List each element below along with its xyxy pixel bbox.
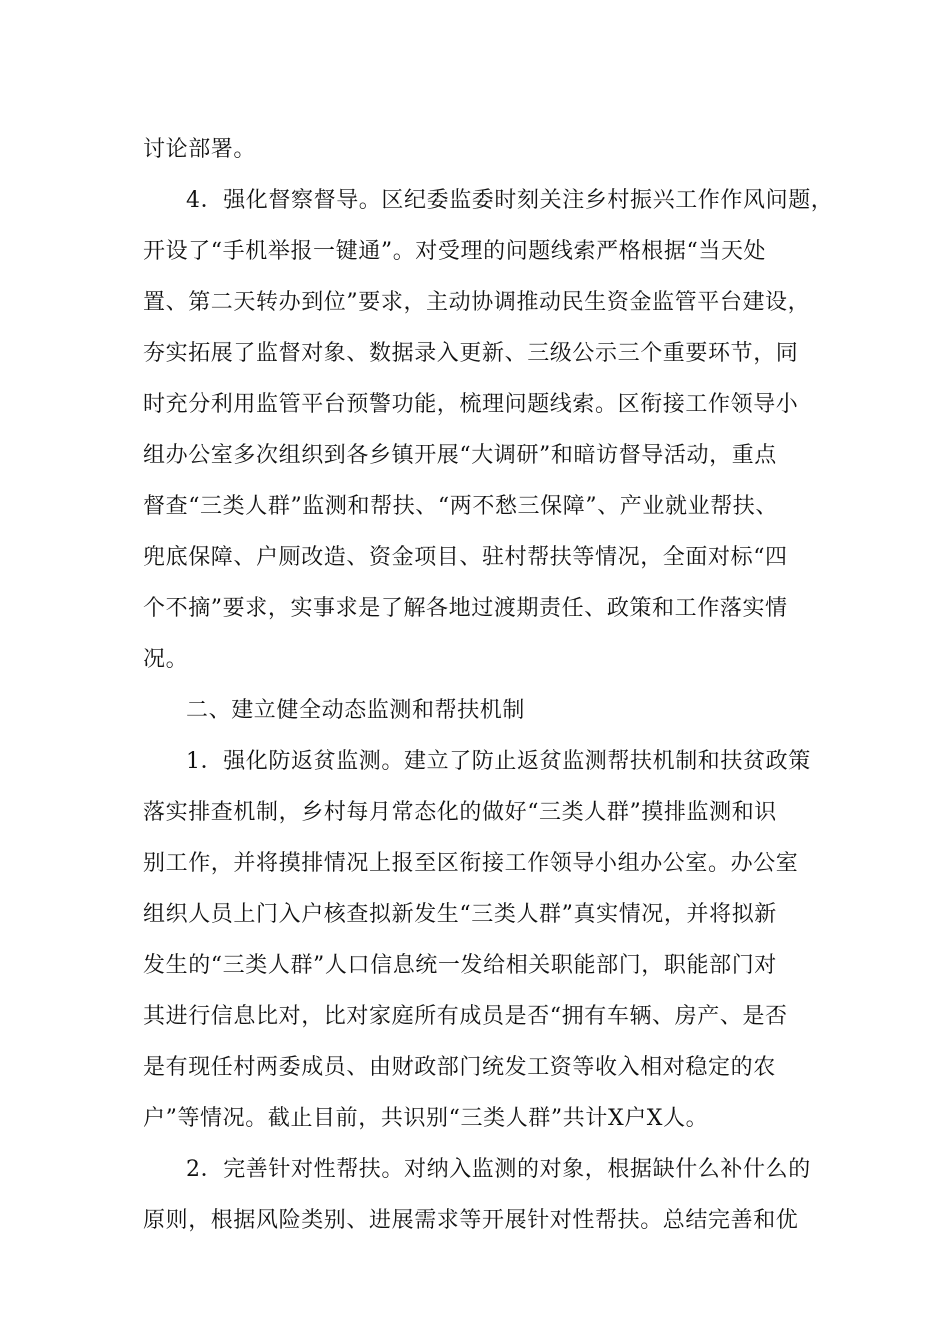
text-line: 发生的“三类人群”人口信息统一发给相关职能部门，职能部门对 [143, 953, 777, 978]
text-line: 原则，根据风险类别、进展需求等开展针对性帮扶。总结完善和优 [143, 1208, 799, 1233]
text-line: 组织人员上门入户核查拟新发生“三类人群”真实情况，并将拟新 [143, 902, 777, 927]
text-line: 是有现任村两委成员、由财政部门统发工资等收入相对稳定的农 [143, 1055, 776, 1080]
text-line: 兜底保障、户厕改造、资金项目、驻村帮扶等情况，全面对标“四 [143, 545, 788, 570]
section-heading: 二、建立健全动态监测和帮扶机制 [186, 698, 526, 723]
text-line: 开设了“手机举报一键通”。对受理的问题线索严格根据“当天处 [143, 239, 767, 264]
text-line: 夯实拓展了监督对象、数据录入更新、三级公示三个重要环节，同 [143, 341, 799, 366]
text-line: 4．强化督察督导。区纪委监委时刻关注乡村振兴工作作风问题， [186, 188, 834, 213]
text-line: 况。 [143, 647, 189, 672]
text-line: 2．完善针对性帮扶。对纳入监测的对象，根据缺什么补什么的 [186, 1157, 811, 1182]
text-line: 讨论部署。 [143, 137, 257, 162]
text-line: 别工作，并将摸排情况上报至区衔接工作领导小组办公室。办公室 [143, 851, 799, 876]
text-line: 户”等情况。截止目前，共识别“三类人群”共计X户X人。 [143, 1106, 709, 1131]
text-line: 个不摘”要求，实事求是了解各地过渡期责任、政策和工作落实情 [143, 596, 788, 621]
text-line: 督查“三类人群”监测和帮扶、“两不愁三保障”、产业就业帮扶、 [143, 494, 778, 519]
text-line: 1．强化防返贫监测。建立了防止返贫监测帮扶机制和扶贫政策 [186, 749, 811, 774]
text-line: 其进行信息比对，比对家庭所有成员是否“拥有车辆、房产、是否 [143, 1004, 788, 1029]
text-line: 组办公室多次组织到各乡镇开展“大调研”和暗访督导活动，重点 [143, 443, 777, 468]
text-line: 置、第二天转办到位”要求，主动协调推动民生资金监管平台建设， [143, 290, 811, 315]
text-line: 时充分利用监管平台预警功能，梳理问题线索。区衔接工作领导小 [143, 392, 799, 417]
text-line: 落实排查机制，乡村每月常态化的做好“三类人群”摸排监测和识 [143, 800, 777, 825]
